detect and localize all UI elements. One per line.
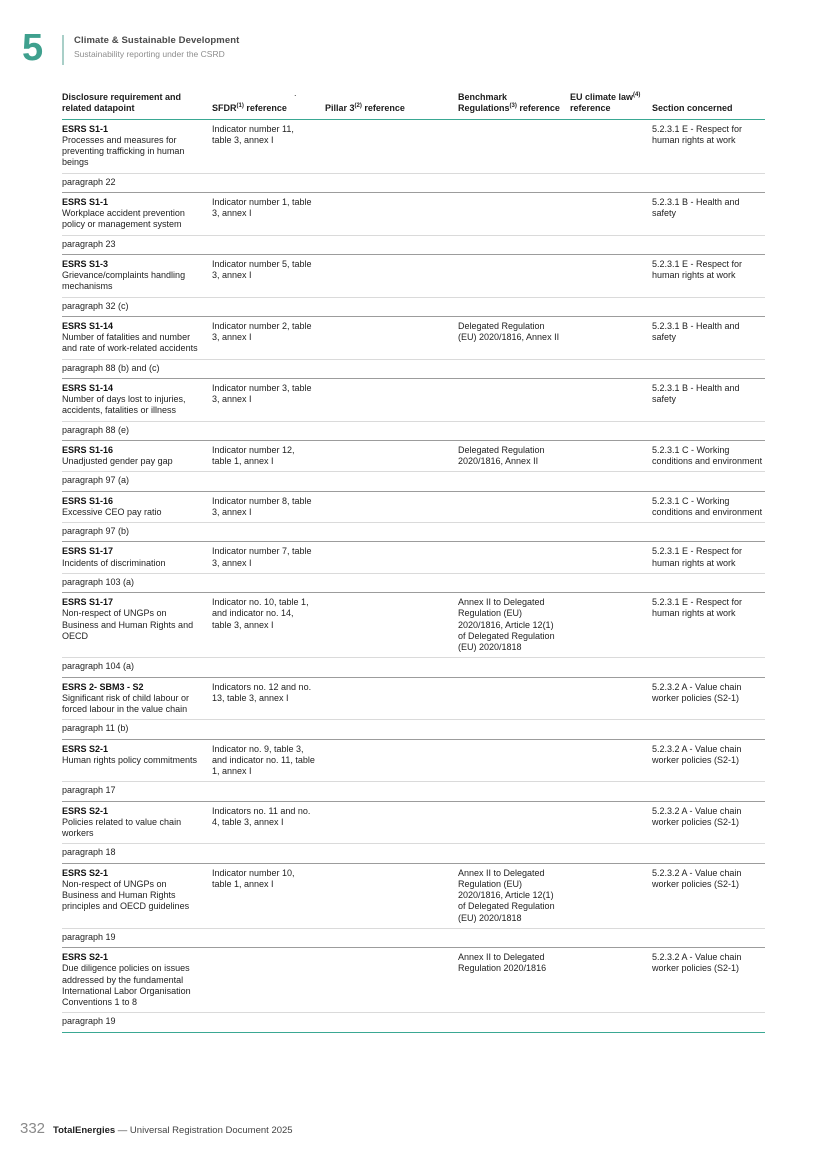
eu-climate-law-reference-cell	[570, 259, 652, 293]
table-row	[62, 441, 765, 492]
sfdr-reference-cell: Indicator no. 10, table 1, and indicator no. 14, table 3, annex I	[212, 597, 309, 630]
disclosure-cell	[62, 744, 212, 778]
col-header-sfdr: SFDR$^{(1)}$ reference	[212, 103, 287, 114]
datapoint-description: Number of fatalities and number and rate of work-related accidents	[62, 332, 198, 354]
esrs-code: ESRS S2-1	[62, 805, 109, 816]
eu-climate-law-reference-cell	[570, 197, 652, 231]
sfdr-reference-cell	[212, 952, 325, 1008]
esrs-code: ESRS S1-17	[62, 546, 114, 557]
eu-climate-law-reference-cell	[570, 383, 652, 417]
table-row-main	[62, 379, 765, 422]
sfdr-reference-cell: Indicator number 2, table 3, annex I	[212, 320, 312, 342]
esrs-code: ESRS S2-1	[62, 952, 109, 962]
sfdr-reference-cell: Indicator number 3, table 3, annex I	[212, 382, 312, 404]
datapoint-description: Unadjusted gender pay gap	[62, 456, 173, 466]
paragraph-label: paragraph 19	[62, 931, 116, 942]
chapter-title: Climate & Sustainable Development	[74, 35, 240, 46]
paragraph-label: paragraph 104 (a)	[62, 661, 135, 672]
esrs-code: ESRS 2- SBM3 - S2	[62, 681, 144, 692]
eu-climate-law-reference-cell	[570, 682, 652, 716]
esrs-code: ESRS S1-17	[62, 597, 114, 607]
benchmark-reference-cell	[458, 682, 570, 716]
col-header-benchmark: Benchmark Regulations$^{(3)}$ reference	[458, 92, 560, 114]
col-header-eu-climate-law: EU climate law$^{(4)}$ reference	[570, 92, 641, 114]
sfdr-reference-cell: Indicator number 8, table 3, annex I	[212, 495, 312, 517]
footer-document-title	[53, 1125, 293, 1136]
disclosure-cell	[62, 952, 212, 1008]
sfdr-reference-cell: Indicator number 7, table 3, annex I	[212, 546, 312, 568]
esrs-code: ESRS S1-14	[62, 382, 114, 393]
datapoint-description: Incidents of discrimination	[62, 557, 166, 568]
paragraph-label: paragraph 97 (a)	[62, 475, 130, 486]
paragraph-label: paragraph 88 (e)	[62, 424, 130, 435]
sfdr-reference-cell: Indicator number 12, table 1, annex I	[212, 444, 295, 466]
benchmark-reference-cell	[458, 124, 570, 169]
section-concerned-cell: 5.2.3.1 E - Respect for human rights at work	[652, 123, 743, 145]
datapoint-description: Policies related to value chain workers	[62, 816, 182, 838]
datapoint-description: Due diligence policies on issues addressed by the fundamental International Labor Organisation Conventions 1 to 8	[62, 963, 191, 1007]
pillar3-reference-cell	[325, 744, 458, 778]
table-row-main	[62, 120, 765, 174]
paragraph-label: paragraph 23	[62, 238, 116, 249]
section-concerned-cell: 5.2.3.2 A - Value chain worker policies (S2-1)	[652, 743, 742, 765]
datapoint-description: Excessive CEO pay ratio	[62, 506, 162, 517]
table-row	[62, 542, 765, 593]
benchmark-reference-cell: Annex II to Delegated Regulation (EU) 2020/1816, Article 12(1) of Delegated Regulation (EU) 2020/1818	[458, 597, 555, 652]
pillar3-reference-cell	[325, 124, 458, 169]
sfdr-reference-cell: Indicators no. 11 and no. 4, table 3, annex I	[212, 805, 311, 827]
disclosure-cell	[62, 197, 212, 231]
table-row	[62, 802, 765, 864]
paragraph-label: paragraph 18	[62, 847, 116, 858]
chapter-subtitle: Sustainability reporting under the CSRD	[74, 48, 225, 59]
table-row	[62, 678, 765, 740]
pillar3-reference-cell	[325, 445, 458, 468]
eu-climate-law-reference-cell	[570, 124, 652, 169]
eu-climate-law-reference-cell	[570, 597, 652, 653]
esrs-code: ESRS S1-16	[62, 444, 114, 455]
esrs-code: ESRS S1-1	[62, 196, 109, 207]
disclosure-cell	[62, 496, 212, 519]
table-row	[62, 120, 765, 193]
sfdr-reference-cell: Indicators no. 12 and no. 13, table 3, annex I	[212, 681, 312, 703]
footer-brand: TotalEnergies	[53, 1125, 116, 1136]
datapoint-description: Non-respect of UNGPs on Business and Human Rights principles and OECD guidelines	[62, 878, 190, 912]
section-concerned-cell: 5.2.3.1 E - Respect for human rights at work	[652, 597, 743, 619]
eu-climate-law-reference-cell	[570, 806, 652, 840]
table-row-main	[62, 441, 765, 473]
pillar3-reference-cell	[325, 383, 458, 417]
paragraph-label: paragraph 17	[62, 785, 116, 796]
datapoint-description: Grievance/complaints handling mechanisms	[62, 270, 186, 292]
table-row	[62, 948, 765, 1033]
footer-text: — Universal Registration Document 2025	[117, 1125, 293, 1136]
table-row-main	[62, 948, 765, 1013]
disclosure-cell	[62, 445, 212, 468]
paragraph-label: paragraph 97 (b)	[62, 526, 130, 536]
datapoint-description: Human rights policy commitments	[62, 754, 198, 765]
datapoint-description: Non-respect of UNGPs on Business and Human Rights and OECD	[62, 608, 194, 641]
table-row	[62, 193, 765, 255]
disclosure-cell	[62, 383, 212, 417]
benchmark-reference-cell	[458, 197, 570, 231]
benchmark-reference-cell	[458, 496, 570, 519]
disclosure-cell	[62, 124, 212, 169]
esrs-code: ESRS S1-14	[62, 320, 114, 331]
sfdr-reference-cell: Indicator number 10, table 1, annex I	[212, 867, 295, 889]
col-header-pillar3: Pillar 3$^{(2)}$ reference	[325, 103, 405, 114]
section-concerned-cell: 5.2.3.1 E - Respect for human rights at work	[652, 546, 743, 568]
chapter-header	[20, 27, 240, 69]
table-row-main	[62, 864, 765, 929]
table-row-main	[62, 255, 765, 298]
pillar3-reference-cell	[325, 597, 458, 653]
table-row-main	[62, 193, 765, 236]
table-row-main	[62, 492, 765, 524]
benchmark-reference-cell: Annex II to Delegated Regulation (EU) 2020/1816, Article 12(1) of Delegated Regulation (EU) 2020/1818	[458, 867, 555, 923]
pillar3-reference-cell	[325, 952, 458, 1008]
page-footer	[20, 1120, 293, 1137]
paragraph-label: paragraph 32 (c)	[62, 300, 129, 311]
datapoint-description: Number of days lost to injuries, accidents, fatalities or illness	[62, 394, 186, 416]
section-concerned-cell: 5.2.3.1 B - Health and safety	[652, 320, 740, 342]
pillar3-reference-cell	[325, 259, 458, 293]
col-header-disclosure: Disclosure requirement and related datapoint	[62, 92, 182, 114]
table-body	[62, 120, 765, 1033]
benchmark-reference-cell	[458, 546, 570, 569]
sfdr-reference-cell: Indicator no. 9, table 3, and indicator no. 11, table 1, annex I	[212, 743, 315, 776]
section-concerned-cell: 5.2.3.2 A - Value chain worker policies (S2-1)	[652, 681, 742, 703]
pillar3-reference-cell	[325, 868, 458, 924]
esrs-code: ESRS S1-3	[62, 258, 109, 269]
section-concerned-cell: 5.2.3.2 A - Value chain worker policies (S2-1)	[652, 805, 742, 827]
section-concerned-cell: 5.2.3.1 B - Health and safety	[652, 196, 740, 218]
eu-climate-law-reference-cell	[570, 744, 652, 778]
table-row	[62, 864, 765, 949]
table-row-main	[62, 740, 765, 783]
table-row	[62, 379, 765, 441]
section-concerned-cell: 5.2.3.1 B - Health and safety	[652, 382, 740, 404]
pillar3-reference-cell	[325, 546, 458, 569]
disclosure-cell	[62, 259, 212, 293]
pillar3-reference-cell	[325, 321, 458, 355]
table-row	[62, 255, 765, 317]
table-row-main	[62, 317, 765, 360]
eu-climate-law-reference-cell	[570, 546, 652, 569]
disclosure-cell	[62, 321, 212, 355]
esrs-code: ESRS S2-1	[62, 743, 109, 754]
sfdr-reference-cell: Indicator number 11, table 3, annex I	[212, 123, 294, 145]
disclosure-table	[62, 92, 765, 1033]
table-row	[62, 317, 765, 379]
datapoint-description: Workplace accident prevention policy or management system	[62, 208, 185, 230]
disclosure-cell	[62, 868, 212, 924]
paragraph-label: paragraph 22	[62, 176, 116, 187]
page-number: 332	[20, 1120, 46, 1137]
table-row-main	[62, 593, 765, 658]
eu-climate-law-reference-cell	[570, 445, 652, 468]
table-row	[62, 593, 765, 678]
eu-climate-law-reference-cell	[570, 321, 652, 355]
pillar3-reference-cell	[325, 496, 458, 519]
stray-mark: .	[294, 88, 297, 98]
eu-climate-law-reference-cell	[570, 496, 652, 519]
disclosure-cell	[62, 806, 212, 840]
table-row	[62, 492, 765, 543]
chapter-number: 5	[22, 27, 44, 69]
sfdr-reference-cell: Indicator number 1, table 3, annex I	[212, 196, 312, 218]
eu-climate-law-reference-cell	[570, 868, 652, 924]
pillar3-reference-cell	[325, 806, 458, 840]
datapoint-description: Significant risk of child labour or forced labour in the value chain	[62, 692, 190, 714]
benchmark-reference-cell: Annex II to Delegated Regulation 2020/1816	[458, 952, 547, 974]
table-row	[62, 740, 765, 802]
disclosure-cell	[62, 597, 212, 653]
disclosure-cell	[62, 546, 212, 569]
col-header-section: Section concerned	[652, 103, 733, 114]
benchmark-reference-cell	[458, 806, 570, 840]
benchmark-reference-cell	[458, 259, 570, 293]
sfdr-reference-cell: Indicator number 5, table 3, annex I	[212, 258, 312, 280]
esrs-code: ESRS S1-1	[62, 123, 109, 134]
pillar3-reference-cell	[325, 197, 458, 231]
section-concerned-cell: 5.2.3.1 C - Working conditions and environment	[652, 444, 763, 466]
paragraph-label: paragraph 88 (b) and (c)	[62, 362, 160, 373]
esrs-code: ESRS S2-1	[62, 867, 109, 878]
datapoint-description: Processes and measures for preventing trafficking in human beings	[62, 134, 185, 168]
chapter-divider	[62, 35, 64, 65]
benchmark-reference-cell: Delegated Regulation 2020/1816, Annex II	[458, 444, 545, 466]
section-concerned-cell: 5.2.3.2 A - Value chain worker policies (S2-1)	[652, 952, 742, 974]
benchmark-reference-cell	[458, 383, 570, 417]
esrs-code: ESRS S1-16	[62, 495, 114, 506]
section-concerned-cell: 5.2.3.1 E - Respect for human rights at work	[652, 258, 743, 280]
table-row-main	[62, 802, 765, 845]
paragraph-label: paragraph 11 (b)	[62, 723, 129, 734]
section-concerned-cell: 5.2.3.2 A - Value chain worker policies (S2-1)	[652, 867, 742, 889]
paragraph-label: paragraph 103 (a)	[62, 576, 135, 587]
benchmark-reference-cell	[458, 744, 570, 778]
section-concerned-cell: 5.2.3.1 C - Working conditions and environment	[652, 495, 763, 517]
pillar3-reference-cell	[325, 682, 458, 716]
benchmark-reference-cell: Delegated Regulation (EU) 2020/1816, Annex II	[458, 320, 560, 342]
table-row-main	[62, 678, 765, 721]
disclosure-cell	[62, 682, 212, 716]
table-header-row	[62, 92, 765, 120]
eu-climate-law-reference-cell	[570, 952, 652, 1008]
chapter-titles	[74, 32, 239, 59]
table-row-main	[62, 542, 765, 574]
paragraph-label: paragraph 19	[62, 1016, 116, 1027]
